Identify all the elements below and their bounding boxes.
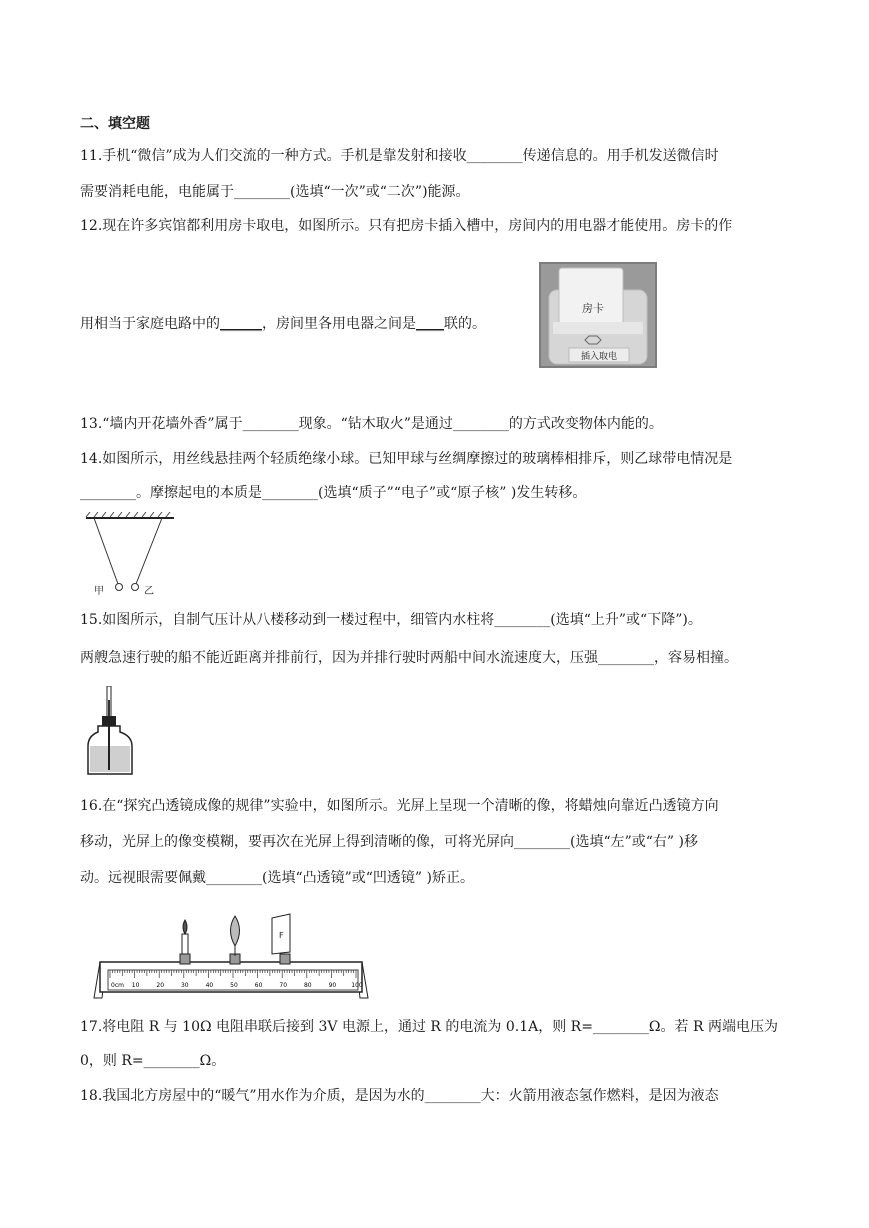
q12-line1: 12.现在许多宾馆都利用房卡取电，如图所示。只有把房卡插入槽中，房间内的用电器才能使用。房卡的作 <box>80 218 733 234</box>
q14-line2: ________。摩擦起电的本质是________(选填“质子”“电子”或“原子核” )发生转移。 <box>80 485 587 501</box>
ruler-tick-label: 30 <box>180 982 189 989</box>
ruler-tick-label: 80 <box>303 982 312 989</box>
slot-label: 插入取电 <box>580 352 618 362</box>
ruler-tick-label: 70 <box>279 982 288 989</box>
ball-label-jia: 甲 <box>94 586 104 597</box>
q17-line2: 0，则 R=________Ω。 <box>80 1053 226 1069</box>
q12-text-b: ，房间里各用电器之间是 <box>262 316 416 332</box>
ruler-tick-label: 10 <box>131 982 140 989</box>
section-heading: 二、填空题 <box>80 116 150 132</box>
card-label: 房卡 <box>582 302 604 315</box>
q12-blank-1: ______ <box>220 316 262 332</box>
q16-line1: 16.在“探究凸透镜成像的规律”实验中，如图所示。光屏上呈现一个清晰的像，将蜡烛向靠近凸透镜方向 <box>80 798 719 814</box>
ruler-tick-label: 0cm <box>111 982 124 989</box>
q12-line2 <box>80 314 486 334</box>
q16-line3: 动。远视眼需要佩戴________(选填“凸透镜”或“凹透镜” )矫正。 <box>80 870 475 886</box>
q15-line1: 15.如图所示，自制气压计从八楼移动到一楼过程中，细管内水柱将________(选填“上升”或“下降”)。 <box>80 612 702 628</box>
barometer-figure <box>84 686 140 778</box>
room-card-figure <box>539 262 657 368</box>
q12-text-c: 联的。 <box>444 316 486 332</box>
q11-line1: 11.手机“微信”成为人们交流的一种方式。手机是靠发射和接收________传递信息的。用手机发送微信时 <box>80 148 719 164</box>
svg-text:F: F <box>279 931 284 940</box>
q11-line2: 需要消耗电能，电能属于________(选填“一次”或“二次”)能源。 <box>80 184 470 200</box>
q12-text-a: 用相当于家庭电路中的 <box>80 316 220 332</box>
ruler-tick-label: 40 <box>205 982 214 989</box>
q17-line1: 17.将电阻 R 与 10Ω 电阻串联后接到 3V 电源上，通过 R 的电流为 0.1A，则 R=________Ω。若 R 两端电压为 <box>80 1019 778 1035</box>
q16-line2: 移动，光屏上的像变模糊，要再次在光屏上得到清晰的像，可将光屏向________(选填“左”或“右” )移 <box>80 834 699 850</box>
hanging-balls-figure <box>82 512 182 598</box>
q15-line2: 两艘急速行驶的船不能近距离并排前行，因为并排行驶时两船中间水流速度大，压强________，容易相撞。 <box>80 650 738 666</box>
ruler-tick-label: 50 <box>230 982 238 989</box>
q13-line1: 13.“墙内开花墙外香”属于________现象。“钻木取火”是通过________的方式改变物体内能的。 <box>80 416 663 432</box>
optical-bench-figure <box>86 900 378 1004</box>
q18-line1: 18.我国北方房屋中的“暖气”用水作为介质，是因为水的________大：火箭用液态氢作燃料，是因为液态 <box>80 1088 719 1104</box>
q14-line1: 14.如图所示，用丝线悬挂两个轻质绝缘小球。已知甲球与丝绸摩擦过的玻璃棒相排斥，则乙球带电情况是 <box>80 451 733 467</box>
ruler-tick-label: 90 <box>328 982 337 989</box>
ruler-tick-label: 60 <box>254 982 263 989</box>
q12-blank-2: ____ <box>416 316 444 332</box>
ruler-tick-label: 100 <box>351 982 363 989</box>
ball-label-yi: 乙 <box>144 586 154 597</box>
ruler-tick-label: 20 <box>156 982 165 989</box>
